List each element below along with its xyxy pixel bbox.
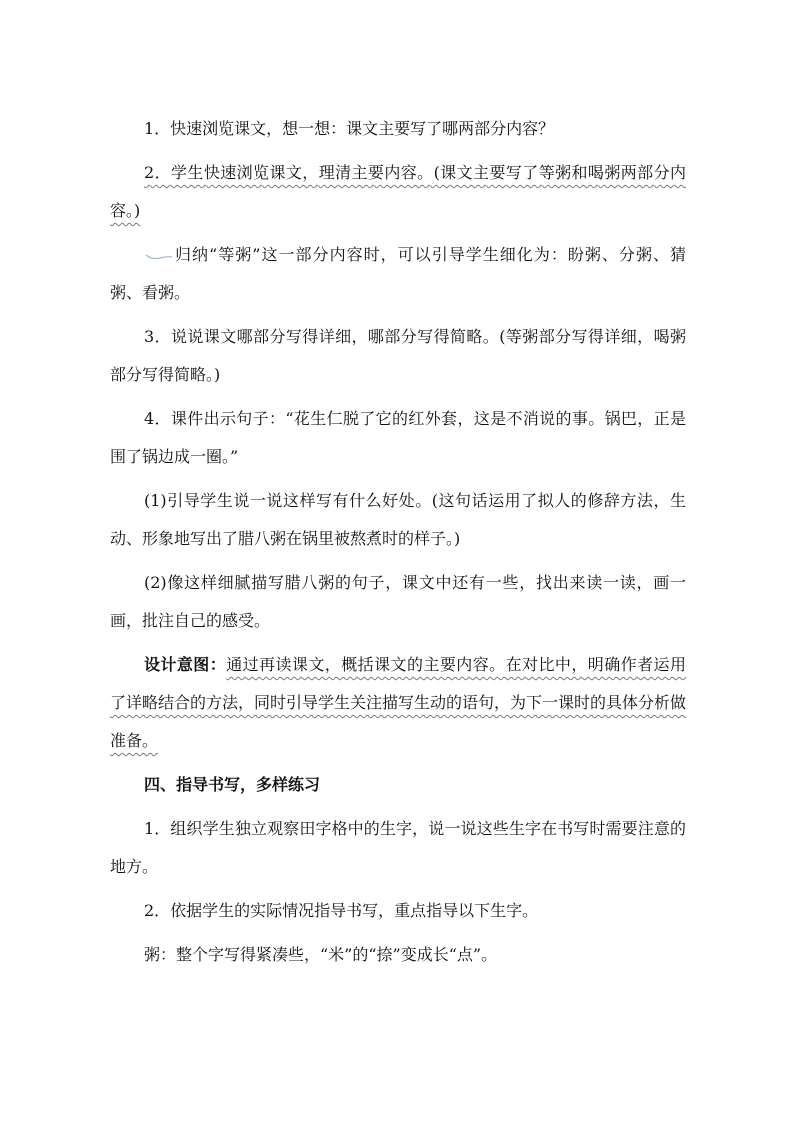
- paragraph-10-text: 2．依据学生的实际情况指导书写，重点指导以下生字。: [144, 901, 539, 920]
- paragraph-9: [110, 810, 686, 886]
- paragraph-3-text: 归纳“等粥”这一部分内容时，可以引导学生细化为：盼粥、分粥、猜粥、看粥。: [110, 245, 686, 302]
- annotation-mark-icon: [144, 251, 174, 261]
- paragraph-11: [110, 936, 686, 974]
- paragraph-5: [110, 400, 686, 476]
- paragraph-1: [110, 110, 686, 148]
- design-intent-label: 设计意图：: [144, 655, 227, 674]
- design-intent-text: 通过再读课文，概括课文的主要内容。在对比中，明确作者运用了详略结合的方法，同时引导学生关注描写生动的语句，为下一课时的具体分析做准备。: [110, 655, 687, 750]
- paragraph-6: [110, 482, 686, 558]
- design-intent-paragraph: [110, 646, 686, 760]
- paragraph-1-text: 1．快速浏览课文，想一想：课文主要写了哪两部分内容？: [144, 119, 555, 138]
- section-title: 四、指导书写，多样练习: [144, 775, 321, 794]
- paragraph-11-text: 粥：整个字写得紧凑些，“米”的“捺”变成长“点”。: [144, 945, 498, 964]
- paragraph-7-text: (2)像这样细腻描写腊八粥的句子，课文中还有一些，找出来读一读，画一画，批注自己的感受。: [110, 573, 686, 630]
- paragraph-3: [110, 236, 686, 312]
- paragraph-2-text: 2．学生快速浏览课文，理清主要内容。(课文主要写了等粥和喝粥两部分内容。): [110, 163, 686, 220]
- paragraph-9-text: 1．组织学生独立观察田字格中的生字，说一说这些生字在书写时需要注意的地方。: [110, 819, 686, 876]
- paragraph-7: [110, 564, 686, 640]
- paragraph-10: [110, 892, 686, 930]
- paragraph-4-text: 3．说说课文哪部分写得详细，哪部分写得简略。(等粥部分写得详细，喝粥部分写得简略。): [110, 327, 686, 384]
- paragraph-2: [110, 154, 686, 230]
- paragraph-4: [110, 318, 686, 394]
- document-content: [110, 110, 686, 980]
- paragraph-6-text: (1)引导学生说一说这样写有什么好处。(这句话运用了拟人的修辞方法，生动、形象地写出了腊八粥在锅里被熬煮时的样子。): [110, 491, 686, 548]
- paragraph-5-text: 4．课件出示句子：“花生仁脱了它的红外套，这是不消说的事。锅巴，正是围了锅边成一圈。”: [110, 409, 686, 466]
